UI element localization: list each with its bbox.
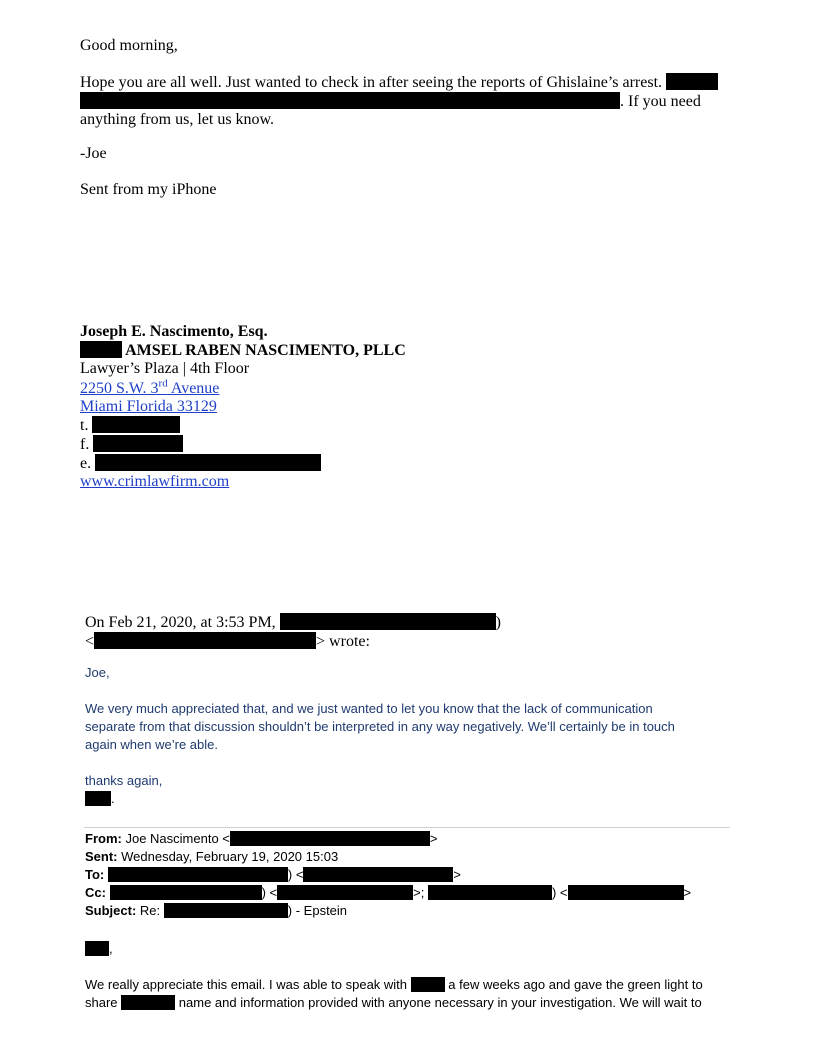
signature-address-link[interactable]: 2250 S.W. 3rd Avenue [80, 377, 220, 397]
header-sent: Sent: Wednesday, February 19, 2020 15:03 [85, 849, 339, 864]
sent-from-line: Sent from my iPhone [80, 181, 217, 198]
redaction-box [108, 867, 288, 882]
forwarded-body [85, 940, 735, 1012]
signature-city-link[interactable]: Miami Florida 33129 [80, 398, 217, 415]
redaction-box [303, 867, 453, 882]
redaction-box [666, 73, 718, 90]
signature-block [80, 323, 740, 491]
header-divider [84, 827, 730, 828]
header-cc: Cc: ) < >; ) < > [85, 885, 692, 900]
email-body-line: . If you need [80, 92, 740, 111]
redaction-box [230, 831, 430, 846]
redaction-box [428, 885, 552, 900]
signature-firm: AMSEL RABEN NASCIMENTO, PLLC [80, 341, 740, 360]
forwarded-headers [85, 830, 735, 920]
redaction-box [280, 613, 496, 630]
quoted-para-line: separate from that discussion shouldn’t be interpreted in any way negatively. We’ll certainly be in touch [85, 719, 675, 734]
quoted-reply-body [85, 664, 735, 808]
redaction-box [85, 941, 109, 956]
firm-logo-redaction [80, 341, 122, 358]
email-body [80, 73, 740, 129]
quoted-header-line: On Feb 21, 2020, at 3:53 PM, ) [85, 614, 501, 631]
signature-address-line: Lawyer’s Plaza | 4th Floor [80, 360, 250, 377]
signature-email: e. [80, 454, 740, 473]
redaction-box [277, 885, 413, 900]
quoted-signature: . [85, 790, 735, 808]
email-body-line: anything from us, let us know. [80, 111, 275, 128]
redaction-box [164, 903, 288, 918]
email-greeting: Good morning, [80, 37, 178, 54]
signature-website-link[interactable]: www.crimlawfirm.com [80, 473, 230, 490]
redaction-box [411, 977, 445, 992]
forwarded-salutation: , [85, 940, 735, 958]
redaction-box [85, 791, 111, 806]
forwarded-body-line: We really appreciate this email. I was able to speak with a few weeks ago and gave the green light to [85, 977, 703, 992]
redaction-box [568, 885, 684, 900]
quoted-para-line: again when we’re able. [85, 737, 218, 752]
forwarded-body-line: share name and information provided with anyone necessary in your investigation. We will wait to [85, 995, 702, 1010]
header-subject: Subject: Re: ) - Epstein [85, 903, 348, 918]
quoted-header-line: < > wrote: [85, 633, 370, 650]
signature-name: Joseph E. Nascimento, Esq. [80, 323, 268, 340]
signature-phone: t. [80, 416, 740, 435]
signature-fax: f. [80, 435, 740, 454]
email-body-line: Hope you are all well. Just wanted to check in after seeing the reports of Ghislaine’s arrest. [80, 73, 740, 92]
redaction-box [92, 416, 180, 433]
redaction-box [94, 632, 316, 649]
redaction-box [95, 454, 321, 471]
redaction-box [110, 885, 262, 900]
redaction-box [93, 435, 183, 452]
quoted-salutation: Joe, [85, 665, 110, 680]
header-to: To: ) < > [85, 867, 462, 882]
redaction-box [121, 995, 175, 1010]
redaction-box [80, 92, 620, 109]
quoted-closing: thanks again, [85, 773, 163, 788]
header-from: From: Joe Nascimento < > [85, 831, 438, 846]
quoted-para-line: We very much appreciated that, and we just wanted to let you know that the lack of communication [85, 701, 653, 716]
quoted-reply-header [85, 613, 735, 651]
email-signoff: -Joe [80, 145, 107, 162]
